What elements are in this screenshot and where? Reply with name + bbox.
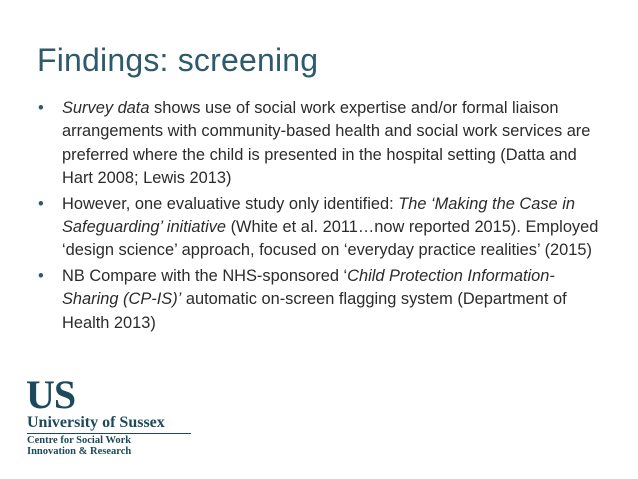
bullet-marker: • bbox=[38, 194, 44, 213]
bullet-text-after: (White et al. 2011…now reported 2015). Employed ‘design science’ approach, focused on ‘everyday practice realities’ (2015) bbox=[62, 218, 599, 260]
slide-title: Findings: screening bbox=[37, 42, 319, 78]
logo-university-name: University of Sussex bbox=[27, 414, 165, 431]
bullet-marker: • bbox=[38, 266, 44, 285]
bullet-text-after: automatic on-screen flagging system (Department of Health 2013) bbox=[62, 290, 567, 332]
bullet-item-cp-is bbox=[38, 265, 610, 335]
bullet-marker: • bbox=[38, 99, 44, 117]
bullet-italic: Child Protection Information-Sharing (CP-IS)’ bbox=[62, 266, 555, 309]
bullet-italic-lead: Survey data bbox=[62, 99, 150, 117]
bullet-item-survey-data bbox=[38, 97, 610, 191]
logo-centre-line-2: Innovation & Research bbox=[27, 446, 132, 457]
bullet-italic: The ‘Making the Case in Safeguarding’ initiative bbox=[62, 194, 575, 237]
bullet-text-before: However, one evaluative study only identified: bbox=[62, 194, 399, 213]
bullet-text-before: NB Compare with the NHS-sponsored ‘ bbox=[62, 266, 348, 285]
logo-centre-line-1: Centre for Social Work bbox=[27, 435, 132, 446]
logo-mark: US bbox=[26, 372, 76, 417]
bullet-item-evaluative-study bbox=[38, 193, 610, 263]
bullet-list bbox=[38, 97, 610, 337]
university-of-sussex-logo bbox=[24, 372, 204, 457]
bullet-text: shows use of social work expertise and/or formal liaison arrangements with community-based health and social work services are preferred where the child is presented in the hospital setting (Datta and Hart 2008; Lewis 2013) bbox=[62, 99, 591, 188]
logo-divider bbox=[27, 433, 191, 434]
